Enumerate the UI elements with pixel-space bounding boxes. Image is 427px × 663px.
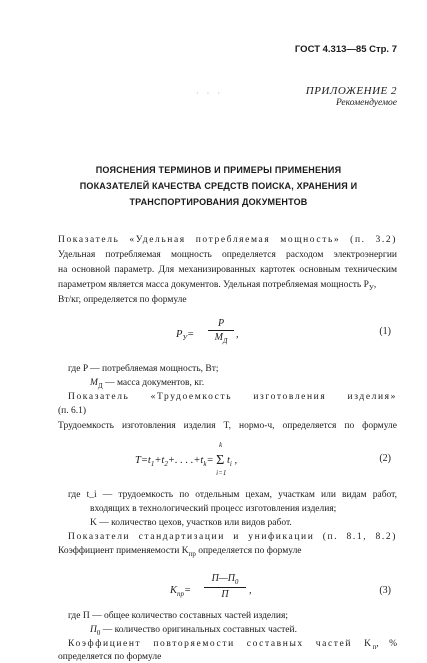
title-line-3: ТРАНСПОРТИРОВАНИЯ ДОКУМЕНТОВ [129, 197, 308, 207]
formula-3-number: (3) [379, 585, 391, 596]
p2-heading: Показатель «Трудоемкость изготовления изделия» [68, 392, 397, 402]
p2-ref: (п. 6.1) [58, 406, 87, 416]
p4-line-b: определяется по формуле [58, 652, 162, 662]
appendix-title: ПРИЛОЖЕНИЕ 2 [305, 85, 397, 97]
p1-line-e: Вт/кг, определяется по формуле [58, 295, 187, 305]
where-2-a: где t_i — трудоемкость по отдельным цехам, участкам или видам работ, [68, 490, 397, 500]
where-2-c: K — количество цехов, участков или видов работ. [90, 518, 292, 528]
formula-1-lhs: $P_У=$ [176, 329, 195, 343]
scan-dots: · · · [196, 89, 223, 98]
formula-3-lhs: $K_{пр}=$ [170, 585, 192, 599]
formula-3-fraction: $П—П_0$ П [204, 573, 246, 600]
section-title [40, 162, 397, 210]
where-3-b: $П_0$ — количество оригинальных составных частей. [90, 625, 297, 637]
p1-heading: Показатель «Удельная потребляемая мощность» (п. 3.2) [58, 235, 397, 245]
p4-heading: Коэффициент повторяемости составных частей $K_п$, % [68, 639, 397, 651]
where-1-b: $M_Д$ — масса документов, кг. [90, 378, 205, 390]
formula-1-number: (1) [379, 326, 391, 337]
where-3-a: где П — общее количество составных частей изделия; [68, 611, 288, 621]
p1-line-b: Удельная потребляемая мощность определяется расходом электроэнергии [58, 250, 397, 260]
appendix-label [306, 85, 397, 108]
title-line-2: ПОКАЗАТЕЛЕЙ КАЧЕСТВА СРЕДСТВ ПОИСКА, ХРАНЕНИЯ И [79, 181, 358, 191]
p1-line-c: на основной параметр. Для механизированных картотек основным техническим [58, 265, 397, 275]
formula-2-number: (2) [379, 453, 391, 464]
where-2-b: входящих в технологический процесс изготовления изделия; [90, 504, 337, 514]
p3-line-b: Коэффициент применяемости $K_{пр}$ определяется по формуле [58, 546, 302, 558]
formula-2: $T=t_1+t_2+$. . . $.+t_k=$ k Σ i=1 $t_i$ , [135, 441, 238, 477]
where-1-a: где P — потребляемая мощность, Вт; [68, 364, 219, 374]
p3-heading: Показатели стандартизации и унификации (п. 8.1, 8.2) [68, 532, 397, 542]
p1-line-d: параметром является масса документов. Удельная потребляемая мощность $P_У$, [58, 280, 377, 292]
appendix-subtitle: Рекомендуемое [335, 98, 397, 108]
formula-1-fraction: P $M_Д$ [208, 318, 234, 345]
p2-line-c: Трудоемкость изготовления изделия T, нормо-ч, определяется по формуле [58, 421, 397, 431]
page-header: ГОСТ 4.313—85 Стр. 7 [294, 44, 397, 55]
title-line-1: ПОЯСНЕНИЯ ТЕРМИНОВ И ПРИМЕРЫ ПРИМЕНЕНИЯ [95, 165, 342, 175]
document-page: ГОСТ 4.313—85 Стр. 7 · · · ПРИЛОЖЕНИЕ 2 Рекомендуемое ПОЯСНЕНИЯ ТЕРМИНОВ И ПРИМЕРЫ ПРИМЕНЕНИЯ ПОКАЗАТЕЛЕЙ КАЧЕСТВА СРЕДСТВ ПОИСКА, ХРАНЕНИЯ И ТРАНСПОРТИРОВАНИЯ ДОКУМЕНТОВ Показатель «Удельная потребляемая мощность» (п. 3.2) Удельная потребляемая мощность определяется расходом электроэнергии на основной параметр. Для механизированных картотек основным техническим параметром является масса документов. Удельная потребляемая мощность $P_У$, Вт/кг, определяется по формуле $P_У=$ P $M_Д$ , (1) где P — потребляемая мощность, Вт; $M_Д$ — масса документов, кг. Показатель «Трудоемкость изготовления изделия» (п. 6.1) Трудоемкость изготовления изделия T, нормо-ч, определяется по формуле $T=t_1+t_2+$. . . $.+t_k=$ k Σ i=1 $t_i$ , (2) где t_i — трудоемкость по отдельным цехам, участкам или видам работ, входящих в технологический процесс изготовления изделия; K — количество цехов, участков или видов работ. Показатели стандартизации и унификации (п. 8.1, 8.2) Коэффициент применяемости $K_{пр}$ определяется по формуле $K_{пр}=$ $П—П_0$ П , (3) где П — общее количество составных частей изделия; $П_0$ — количество оригинальных составных частей. Коэффициент повторяемости составных частей $K_п$, % определяется по формуле [0, 0, 427, 663]
